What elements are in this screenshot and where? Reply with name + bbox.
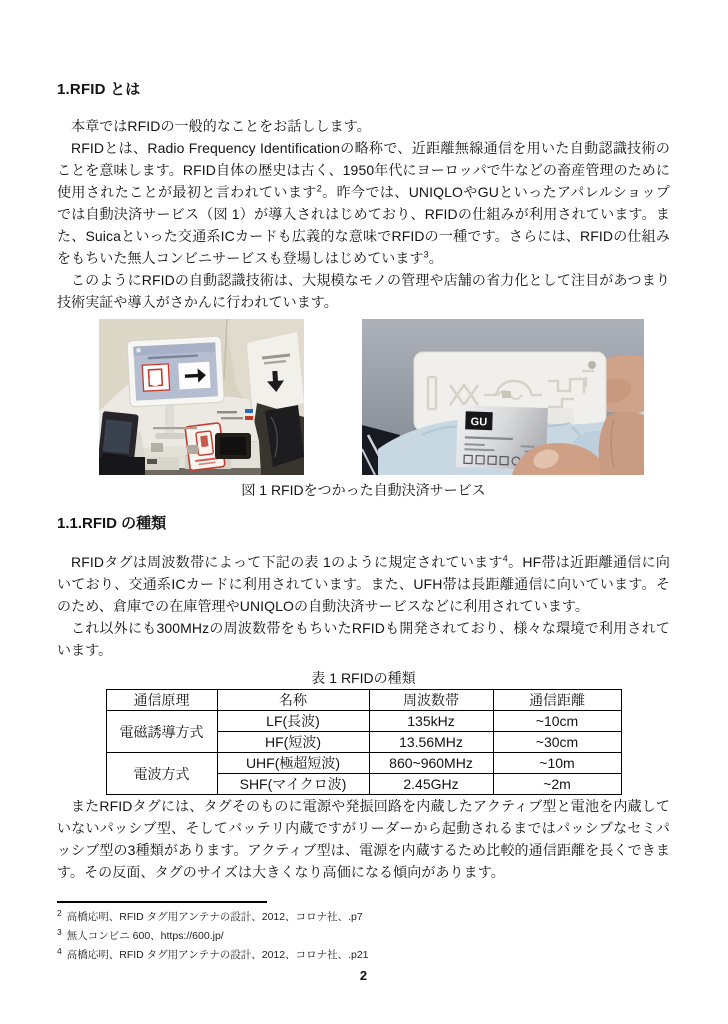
footnote-item — [57, 926, 670, 943]
table-cell-range: ~30cm — [493, 732, 621, 753]
table-row — [106, 753, 621, 774]
paragraph-text: RFIDタグは周波数帯によって下記の表 1のように規定されています — [71, 554, 503, 570]
footnote-number: 4 — [57, 945, 62, 956]
footnote-number: 3 — [57, 926, 62, 937]
table-cell-name: SHF(マイクロ波) — [217, 774, 369, 795]
footnote-number: 2 — [57, 907, 62, 918]
table-1-caption: 表 1 RFIDの種類 — [311, 670, 416, 686]
footnote-item — [57, 945, 670, 962]
table-cell-band: 13.56MHz — [369, 732, 493, 753]
paragraph-text: このようにRFIDの自動認識技術は、大規模なモノの管理や店舗の省力化として注目があつまり技術実証や導入がさかんに行われています。 — [57, 272, 670, 310]
table-cell-principle: 電磁誘導方式 — [106, 711, 217, 753]
footnote-ref-3: 3 — [423, 249, 429, 260]
paragraph-text: 。HF帯は近距離通信に向いており、交通系ICカードに利用されています。また、UFH帯は長距離通信に向いています。そのため、倉庫での在庫管理やUNIQLOの自動決済サービスなどに利用されています。 — [57, 554, 670, 614]
table-cell-range: ~2m — [493, 774, 621, 795]
section-1-heading: 1.RFID とは — [57, 81, 141, 98]
self-checkout-kiosk-photo — [99, 319, 304, 475]
table-cell-band: 860~960MHz — [369, 753, 493, 774]
footnote-ref-4: 4 — [502, 553, 508, 564]
table-cell-name: HF(短波) — [217, 732, 369, 753]
table-cell-name: UHF(極超短波) — [217, 753, 369, 774]
paragraph-frequency-bands — [57, 551, 670, 617]
section-1-1-heading: 1.1.RFID の種類 — [57, 515, 167, 532]
table-header-name: 名称 — [217, 690, 369, 711]
paragraph-text: RFIDとは、Radio Frequency Identificationの略称で、近距離無線通信を用いた自動認識技術のことを意味します。RFID自体の歴史は古く、1950年代にヨーロッパで牛などの畜産管理のために使用されたことが最初と言われています — [57, 140, 670, 200]
table-cell-band: 2.45GHz — [369, 774, 493, 795]
paragraph-300mhz — [57, 617, 670, 661]
table-header-row — [106, 690, 621, 711]
footnote-text: 高橋応明、RFID タグ用アンテナの設計、2012、コロナ社、.p21 — [66, 949, 369, 961]
page-number: 2 — [359, 968, 368, 983]
gu-logo-text: GU — [470, 415, 488, 429]
return-box-panel — [247, 332, 304, 416]
paragraph-intro — [57, 115, 670, 137]
checkout-tablet — [127, 336, 224, 407]
paragraph-text: またRFIDタグには、タグそのものに電源や発振回路を内蔵したアクティブ型と電池を内蔵していないパッシブ型、そしてバッテリ内蔵ですがリーダーから起動されるまではパッシブなセミパッシブ型の3種類があります。アクティブ型は、電源を内蔵するため比較的通信距離を長くできます。その反面、タグのサイズは大きくなり高価になる傾向があります。 — [57, 798, 670, 880]
rfid-types-table — [106, 689, 622, 795]
paragraph-text: 。昨今では、UNIQLOやGUといったアパレルショップでは自動決済サービス（図 1）が導入されはじめており、RFIDの仕組みが利用されています。また、Suicaといった交通系ICカードも広義的な意味でRFIDの一種です。さらには、RFIDの仕組みをもちいた無人コンビニサービスも登場しはじめています — [57, 184, 670, 266]
paragraph-text: 本章ではRFIDの一般的なことをお話しします。 — [71, 118, 371, 134]
table-row — [106, 711, 621, 732]
table-cell-principle: 電波方式 — [106, 753, 217, 795]
paragraph-attention — [57, 269, 670, 313]
paragraph-tag-types — [57, 795, 670, 883]
card-reader-terminal — [99, 411, 145, 475]
paragraph-rfid-overview — [57, 137, 670, 269]
footnote-ref-2: 2 — [316, 183, 322, 194]
footnote-item — [57, 907, 670, 924]
footnote-text: 高橋応明、RFID タグ用アンテナの設計、2012、コロナ社、.p7 — [66, 911, 363, 923]
figure-1-images — [57, 319, 670, 475]
table-cell-name: LF(長波) — [217, 711, 369, 732]
rfid-tag-photo — [362, 319, 644, 475]
table-header-band: 周波数帯 — [369, 690, 493, 711]
table-cell-range: ~10cm — [493, 711, 621, 732]
footnotes — [57, 907, 670, 962]
paragraph-text: これ以外にも300MHzの周波数帯をもちいたRFIDも開発されており、様々な環境で利用されています。 — [57, 620, 670, 658]
table-header-range: 通信距離 — [493, 690, 621, 711]
footnote-text: 無人コンビニ 600、https://600.jp/ — [66, 930, 224, 942]
paragraph-text: 。 — [428, 250, 443, 266]
footnote-separator — [57, 901, 267, 903]
table-cell-band: 135kHz — [369, 711, 493, 732]
table-cell-range: ~10m — [493, 753, 621, 774]
figure-1-caption: 図 1 RFIDをつかった自動決済サービス — [241, 482, 486, 498]
table-header-principle: 通信原理 — [106, 690, 217, 711]
